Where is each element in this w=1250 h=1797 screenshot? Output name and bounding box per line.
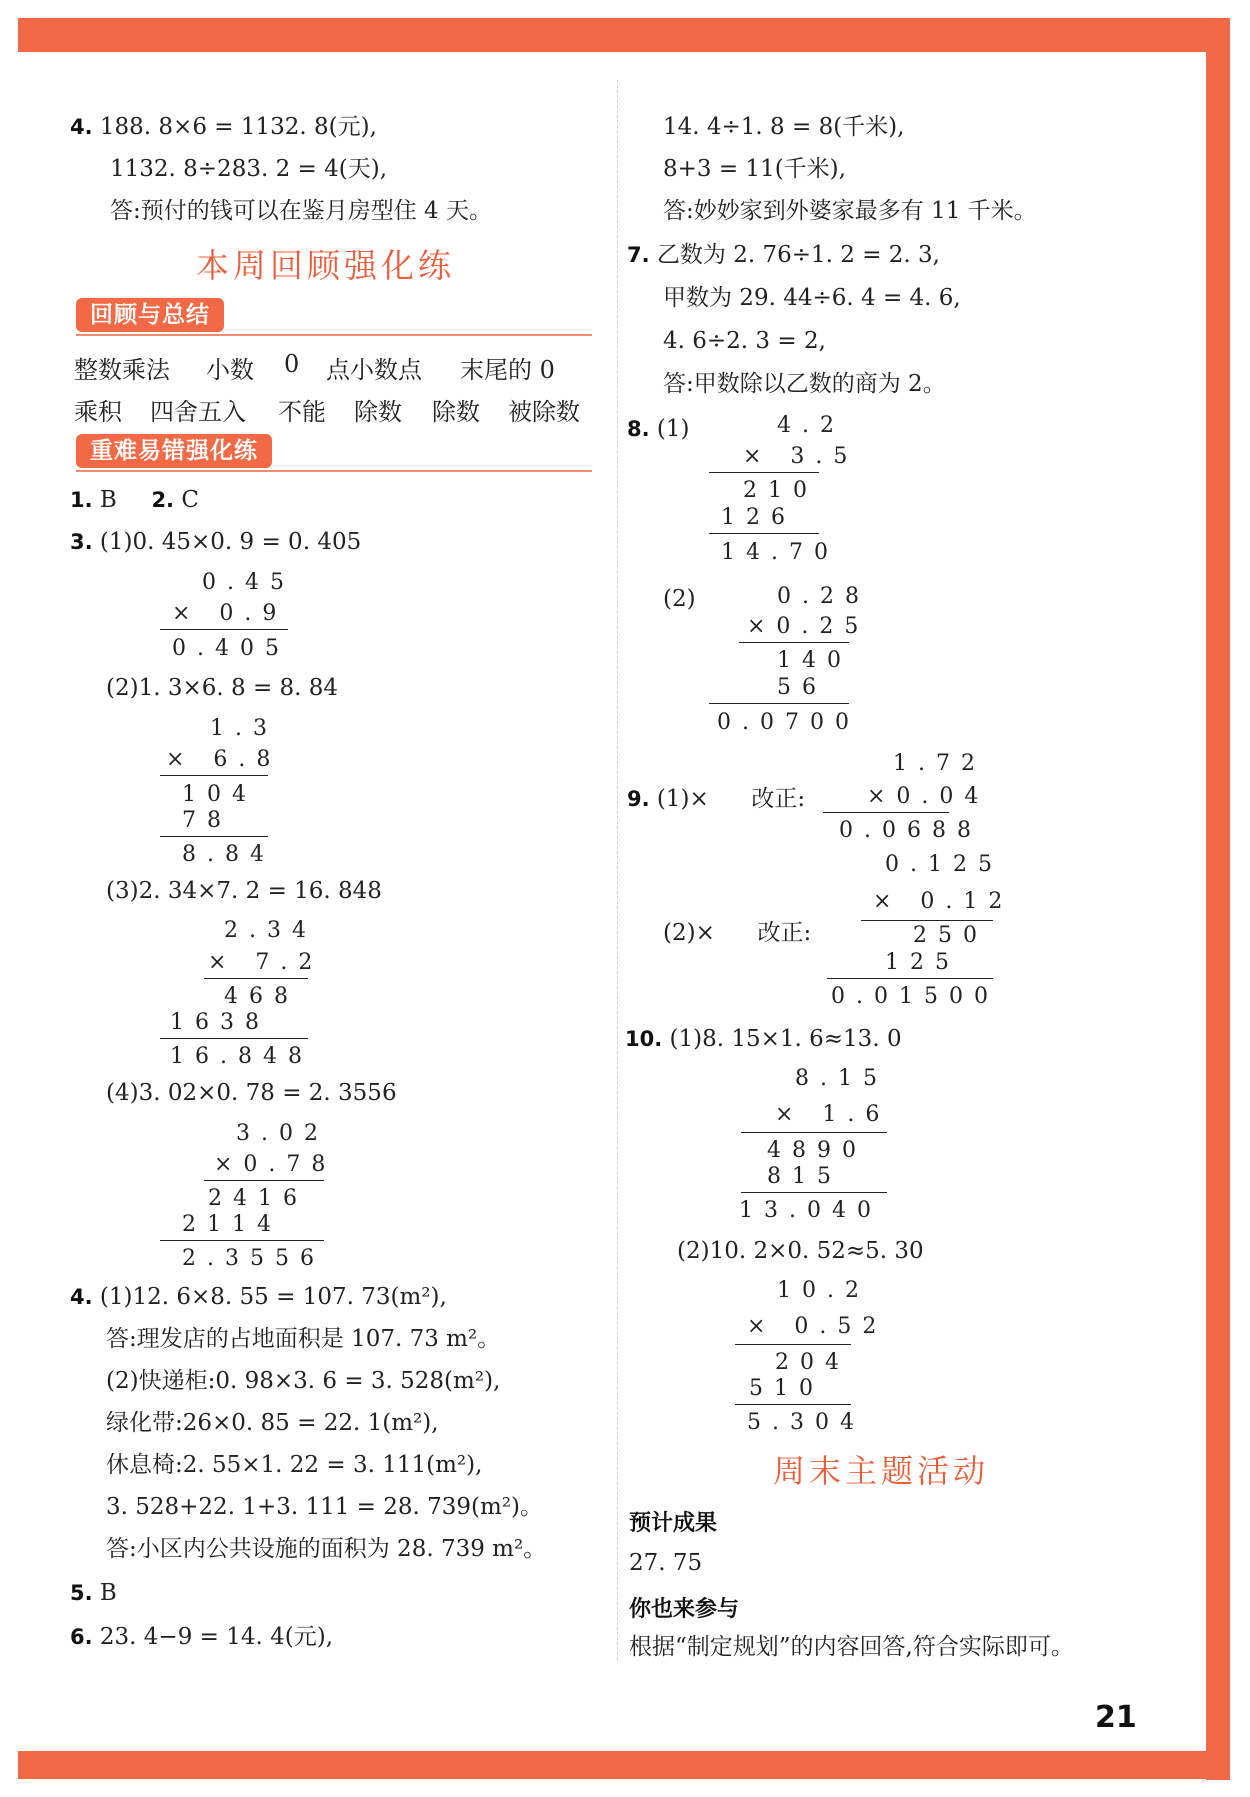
vertical-calc-line: × 7.2 <box>208 950 324 975</box>
vertical-calc-line: 510 <box>749 1376 824 1401</box>
vertical-calc-line: 204 <box>775 1350 850 1375</box>
q7-line1: 7. 乙数为 2. 76÷1. 2 = 2. 3, <box>627 242 940 268</box>
calc-rule <box>709 703 849 704</box>
vertical-calc-line: 4890 <box>767 1138 867 1163</box>
vertical-calc-line: 78 <box>182 808 232 833</box>
calc-rule <box>861 920 993 921</box>
vertical-calc-line: 2.3556 <box>182 1246 325 1271</box>
vertical-calc-line: 2114 <box>182 1212 282 1237</box>
vertical-calc-line: 468 <box>224 984 299 1009</box>
vertical-calc-line: 10.2 <box>777 1278 870 1303</box>
vertical-calc-line: 140 <box>777 648 852 673</box>
vertical-calc-line: ×0.04 <box>867 784 990 809</box>
vertical-calc-line: 3.02 <box>236 1121 329 1146</box>
q9-part1: 9. (1)× 改正: <box>627 786 806 812</box>
keyword: 点小数点 <box>326 356 422 384</box>
calc-rule <box>741 1192 887 1193</box>
vertical-calc-line: 250 <box>913 923 988 948</box>
calc-rule <box>741 1132 887 1133</box>
keyword: 被除数 <box>508 398 580 426</box>
q3-part1: 3. (1)0. 45×0. 9 = 0. 405 <box>70 529 362 555</box>
correction-label: 改正: <box>757 920 812 946</box>
keyword: 整数乘法 <box>74 356 170 384</box>
vertical-calc-line: 126 <box>721 505 796 530</box>
vertical-calc-line: 1638 <box>170 1010 270 1035</box>
q10-part2: (2)10. 2×0. 52≈5. 30 <box>677 1238 924 1264</box>
q6-line4: 答:妙妙家到外婆家最多有 11 千米。 <box>663 198 1037 224</box>
calc-rule <box>160 1240 324 1241</box>
section-title-weekly-review: 本周回顾强化练 <box>196 246 455 285</box>
keyword: 0 <box>284 350 300 378</box>
q4-line1: 4. 188. 8×6 = 1132. 8(元), <box>70 114 377 140</box>
keyword: 末尾的 0 <box>460 356 555 384</box>
keyword: 除数 <box>354 398 402 426</box>
q4-line3: 答:预付的钱可以在鉴月房型住 4 天。 <box>110 198 493 224</box>
q8-part2: (2) <box>663 586 696 612</box>
vertical-calc-line: × 1.6 <box>775 1102 891 1127</box>
vertical-calc-line: 4.2 <box>777 413 845 438</box>
vertical-calc-line: ×0.25 <box>747 614 870 639</box>
q10-part1: 10. (1)8. 15×1. 6≈13. 0 <box>625 1026 902 1052</box>
page-number: 21 <box>1095 1700 1137 1735</box>
q6-line1: 6. 23. 4−9 = 14. 4(元), <box>70 1624 334 1650</box>
calc-rule <box>735 1404 851 1405</box>
q7-line4: 答:甲数除以乙数的商为 2。 <box>663 371 946 397</box>
keyword: 乘积 <box>74 398 122 426</box>
vertical-calc-line: 125 <box>885 950 960 975</box>
vertical-calc-line: 14.70 <box>721 540 839 565</box>
calc-rule <box>827 978 993 979</box>
q3-part4: (4)3. 02×0. 78 = 2. 3556 <box>106 1080 397 1106</box>
right-border <box>1206 18 1230 1780</box>
q9-part2: (2)× 改正: <box>663 920 812 946</box>
keyword: 四舍五入 <box>150 398 246 426</box>
vertical-calc-line: 2416 <box>208 1186 308 1211</box>
calc-rule <box>160 629 288 630</box>
q5-line: 5. B <box>70 1580 117 1606</box>
q4b-line5: 休息椅:2. 55×1. 22 = 3. 111(m²), <box>106 1452 483 1478</box>
q4b-line4: 绿化带:26×0. 85 = 22. 1(m²), <box>106 1410 439 1436</box>
question-number: 4. <box>70 115 93 139</box>
vertical-calc-line: 13.040 <box>739 1198 882 1223</box>
vertical-calc-line: 0.45 <box>202 570 295 595</box>
vertical-calc-line: ×0.78 <box>214 1152 337 1177</box>
tag-review-summary: 回顾与总结 <box>76 298 224 332</box>
section-title-weekend-activity: 周末主题活动 <box>773 1452 990 1490</box>
vertical-calc-line: 56 <box>777 675 827 700</box>
vertical-calc-line: 1.72 <box>893 751 986 776</box>
vertical-calc-line: 8.15 <box>795 1066 888 1091</box>
vertical-calc-line: × 0.9 <box>172 601 288 626</box>
calc-rule <box>160 775 268 776</box>
vertical-calc-line: 2.34 <box>224 918 317 943</box>
vertical-calc-line: 210 <box>743 478 818 503</box>
q4b-line7: 答:小区内公共设施的面积为 28. 739 m²。 <box>106 1536 547 1562</box>
bottom-border <box>18 1751 1230 1779</box>
keyword: 小数 <box>206 356 254 384</box>
correction-label: 改正: <box>751 786 806 812</box>
calc-rule <box>709 533 819 534</box>
vertical-calc-line: 5.304 <box>747 1410 865 1435</box>
q7-line3: 4. 6÷2. 3 = 2, <box>663 328 826 354</box>
vertical-calc-line: 0.28 <box>777 584 870 609</box>
q3-part3: (3)2. 34×7. 2 = 16. 848 <box>106 878 382 904</box>
column-divider <box>617 80 618 1660</box>
vertical-calc-line: 1.3 <box>210 716 278 741</box>
keyword: 除数 <box>432 398 480 426</box>
q6-line2: 14. 4÷1. 8 = 8(千米), <box>663 114 905 140</box>
vertical-calc-line: 16.848 <box>170 1044 313 1069</box>
q6-line3: 8+3 = 11(千米), <box>663 156 846 182</box>
q1-q2-line: 1. B 2. C <box>70 487 199 513</box>
keyword: 不能 <box>278 398 326 426</box>
top-border <box>18 18 1230 52</box>
vertical-calc-line: 8.84 <box>182 842 275 867</box>
q4b-line6: 3. 528+22. 1+3. 111 = 28. 739(m²)。 <box>106 1494 544 1520</box>
q4b-line2: 答:理发店的占地面积是 107. 73 m²。 <box>106 1326 501 1352</box>
q4b-line3: (2)快递柜:0. 98×3. 6 = 3. 528(m²), <box>106 1368 501 1394</box>
calc-rule <box>739 642 849 643</box>
calc-rule <box>823 812 949 813</box>
calc-rule <box>204 978 308 979</box>
tag-key-difficult: 重难易错强化练 <box>76 434 272 468</box>
q7-line2: 甲数为 29. 44÷6. 4 = 4. 6, <box>663 285 961 311</box>
q4b-line1: 4. (1)12. 6×8. 55 = 107. 73(m²), <box>70 1284 447 1310</box>
tag-underline <box>76 470 592 472</box>
calc-rule <box>735 1344 851 1345</box>
calc-rule <box>709 472 819 473</box>
subhead-participate: 你也来参与 <box>629 1597 740 1622</box>
q4-line2: 1132. 8÷283. 2 = 4(天), <box>110 156 387 182</box>
q8-part1: 8. (1) <box>627 416 690 442</box>
vertical-calc-line: 0.405 <box>172 636 290 661</box>
calc-rule <box>160 836 268 837</box>
vertical-calc-line: 0.01500 <box>831 984 999 1009</box>
answer-expected-result: 27. 75 <box>629 1550 703 1576</box>
calc-rule <box>160 1038 308 1039</box>
vertical-calc-line: 0.0688 <box>839 818 982 843</box>
vertical-calc-line: 0.125 <box>885 852 1003 877</box>
vertical-calc-line: × 0.12 <box>873 889 1014 914</box>
vertical-calc-line: × 3.5 <box>743 444 859 469</box>
subhead-expected-result: 预计成果 <box>629 1511 718 1536</box>
vertical-calc-line: 0.0700 <box>717 710 860 735</box>
vertical-calc-line: × 6.8 <box>166 747 282 772</box>
vertical-calc-line: 815 <box>767 1164 842 1189</box>
q3-part2: (2)1. 3×6. 8 = 8. 84 <box>106 675 339 701</box>
vertical-calc-line: × 0.52 <box>747 1314 888 1339</box>
tag-underline <box>76 334 592 336</box>
vertical-calc-line: 104 <box>182 782 257 807</box>
calc-rule <box>204 1180 324 1181</box>
answer-participate: 根据“制定规划”的内容回答,符合实际即可。 <box>629 1634 1074 1660</box>
